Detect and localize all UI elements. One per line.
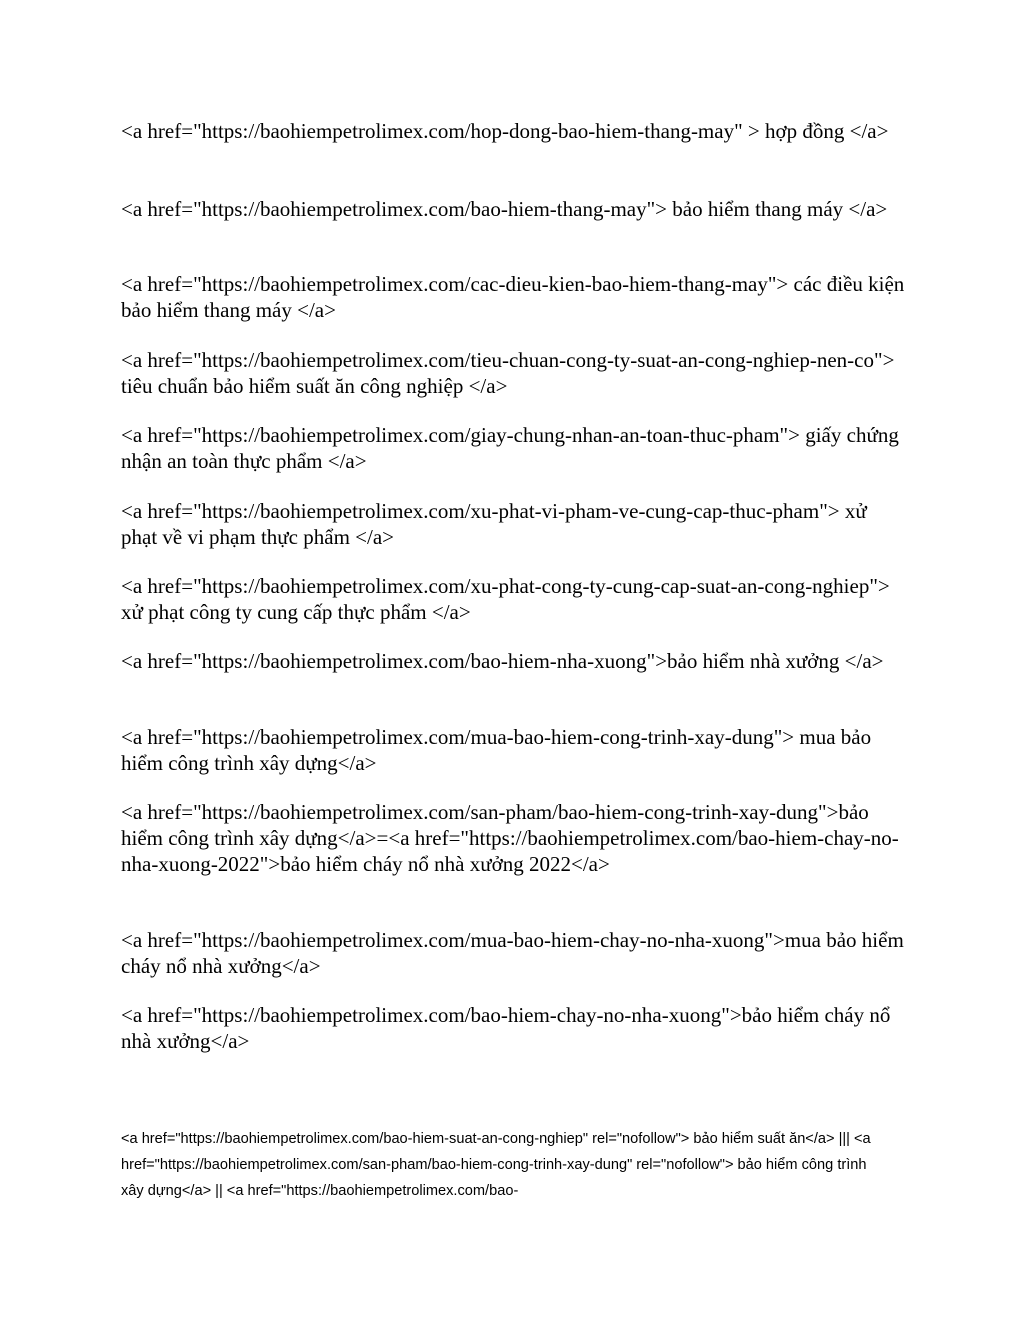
paragraph-giay-chung-nhan: <a href="https://baohiempetrolimex.com/giay-chung-nhan-an-toan-thuc-pham"> giấy chứng nhận an toàn thực phẩm </a> [121, 423, 899, 473]
paragraph-cong-trinh-chay-no: <a href="https://baohiempetrolimex.com/san-pham/bao-hiem-cong-trinh-xay-dung">bảo hiểm công trình xây dựng</a>=<a href="https://baohiempetrolimex.com/bao-hiem-chay-no-nha-xuong-2022">bảo hiểm cháy nổ nhà xưởng 2022</a> [121, 800, 899, 876]
paragraph-mua-cong-trinh: <a href="https://baohiempetrolimex.com/mua-bao-hiem-cong-trinh-xay-dung"> mua bảo hiểm công trình xây dựng</a> [121, 725, 872, 775]
paragraph-xu-phat-vi-pham: <a href="https://baohiempetrolimex.com/xu-phat-vi-pham-ve-cung-cap-thuc-pham"> xử phạt về vi phạm thực phẩm </a> [121, 499, 867, 549]
paragraph-nha-xuong: <a href="https://baohiempetrolimex.com/bao-hiem-nha-xuong">bảo hiểm nhà xưởng </a> [121, 649, 884, 673]
paragraph-bao-hiem-thang-may: <a href="https://baohiempetrolimex.com/bao-hiem-thang-may"> bảo hiểm thang máy </a> [121, 197, 888, 221]
paragraph-xu-phat-cong-ty: <a href="https://baohiempetrolimex.com/xu-phat-cong-ty-cung-cap-suat-an-cong-nghiep"> xử phạt công ty cung cấp thực phẩm </a> [121, 574, 890, 624]
paragraph-dieu-kien-thang-may: <a href="https://baohiempetrolimex.com/cac-dieu-kien-bao-hiem-thang-may"> các điều kiện bảo hiểm thang máy </a> [121, 272, 905, 322]
paragraph-mua-chay-no: <a href="https://baohiempetrolimex.com/mua-bao-hiem-chay-no-nha-xuong">mua bảo hiểm cháy nổ nhà xưởng</a> [121, 928, 904, 978]
footer-links-text: <a href="https://baohiempetrolimex.com/bao-hiem-suat-an-cong-nghiep" rel="nofollow"> bảo hiểm suất ăn</a> ||| <a href="https://baohiempetrolimex.com/san-pham/bao-hiem-cong-trinh-xay-dung" rel="nofollow"> bảo hiểm công trình xây dựng</a> || <a href="https://baohiempetrolimex.com/bao- [121, 1131, 871, 1199]
paragraph-tieu-chuan-suat-an: <a href="https://baohiempetrolimex.com/tieu-chuan-cong-ty-suat-an-cong-nghiep-nen-co"> tiêu chuẩn bảo hiểm suất ăn công nghiệp </a> [121, 348, 895, 398]
paragraph-hop-dong: <a href="https://baohiempetrolimex.com/hop-dong-bao-hiem-thang-may" > hợp đồng </a> [121, 119, 889, 143]
paragraph-chay-no-nha-xuong: <a href="https://baohiempetrolimex.com/bao-hiem-chay-no-nha-xuong">bảo hiểm cháy nổ nhà xưởng</a> [121, 1003, 891, 1053]
